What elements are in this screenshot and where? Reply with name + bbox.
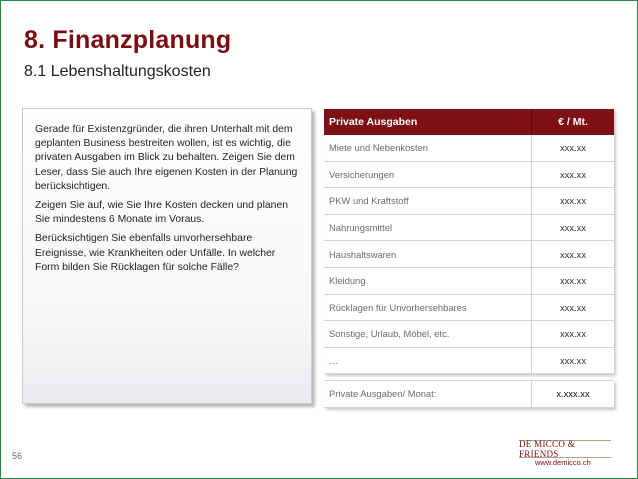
header-per-month: € / Mt. [558, 116, 588, 128]
table-row [324, 321, 614, 348]
company-logo: DE MICCO & FRIENDS [519, 440, 611, 458]
paragraph-2: Zeigen Sie auf, wie Sie Ihre Kosten decken und planen Sie mindestens 6 Monate im Voraus. [35, 200, 289, 226]
row-value: xxx.xx [559, 168, 587, 180]
row-value: xxx.xx [559, 195, 587, 207]
row-label: Miete und Nebenkosten [324, 135, 532, 161]
row-label: Versicherungen [324, 162, 532, 188]
table-row [324, 268, 614, 295]
table-row [324, 241, 614, 268]
row-label: … [324, 348, 532, 374]
table-row [324, 295, 614, 322]
row-label: Nahrungsmittel [324, 215, 532, 241]
total-label: Private Ausgaben/ Monat: [324, 381, 532, 407]
table-header [324, 109, 614, 135]
table-row [324, 162, 614, 189]
company-url: www.demicco.ch [535, 458, 591, 467]
row-label: Sonstige, Urlaub, Möbel, etc. [324, 321, 532, 347]
table-row [324, 348, 614, 375]
header-expenses: Private Ausgaben [324, 109, 532, 135]
table-row [324, 135, 614, 162]
page-number: 56 [12, 451, 23, 461]
table-row [324, 188, 614, 215]
row-value: xxx.xx [559, 275, 587, 287]
total-value: x.xxx.xx [556, 388, 590, 400]
paragraph-1: Gerade für Existenzgründer, die ihren Unterhalt mit dem geplanten Business bestreiten wollen, ist es wichtig, die privaten Ausgaben im Blick zu behalten. Zeigen Sie dem Leser, dass Sie auch Ihre eigenen Kosten in der Planung berücksichtigen. [35, 124, 298, 192]
row-value: xxx.xx [559, 328, 587, 340]
expenses-table [324, 109, 614, 374]
row-value: xxx.xx [559, 142, 587, 154]
row-label: PKW und Kraftstoff [324, 188, 532, 214]
paragraph-3: Berücksichtigen Sie ebenfalls unvorhersehbare Ereignisse, wie Krankheiten oder Unfälle. In welcher Form bilden Sie Rücklagen für solche Fälle? [35, 233, 276, 273]
total-row [324, 381, 614, 408]
slide-title: 8. Finanzplanung [24, 26, 232, 54]
row-value: xxx.xx [559, 355, 587, 367]
row-label: Haushaltswaren [324, 241, 532, 267]
slide-subtitle: 8.1 Lebenshaltungskosten [24, 63, 211, 80]
row-label: Kleidung [324, 268, 532, 294]
row-value: xxx.xx [559, 301, 587, 313]
row-label: Rücklagen für Unvorhersehbares [324, 295, 532, 321]
row-value: xxx.xx [559, 248, 587, 260]
description-box [22, 108, 312, 404]
row-value: xxx.xx [559, 222, 587, 234]
table-row [324, 215, 614, 242]
total-row-container [324, 380, 614, 408]
